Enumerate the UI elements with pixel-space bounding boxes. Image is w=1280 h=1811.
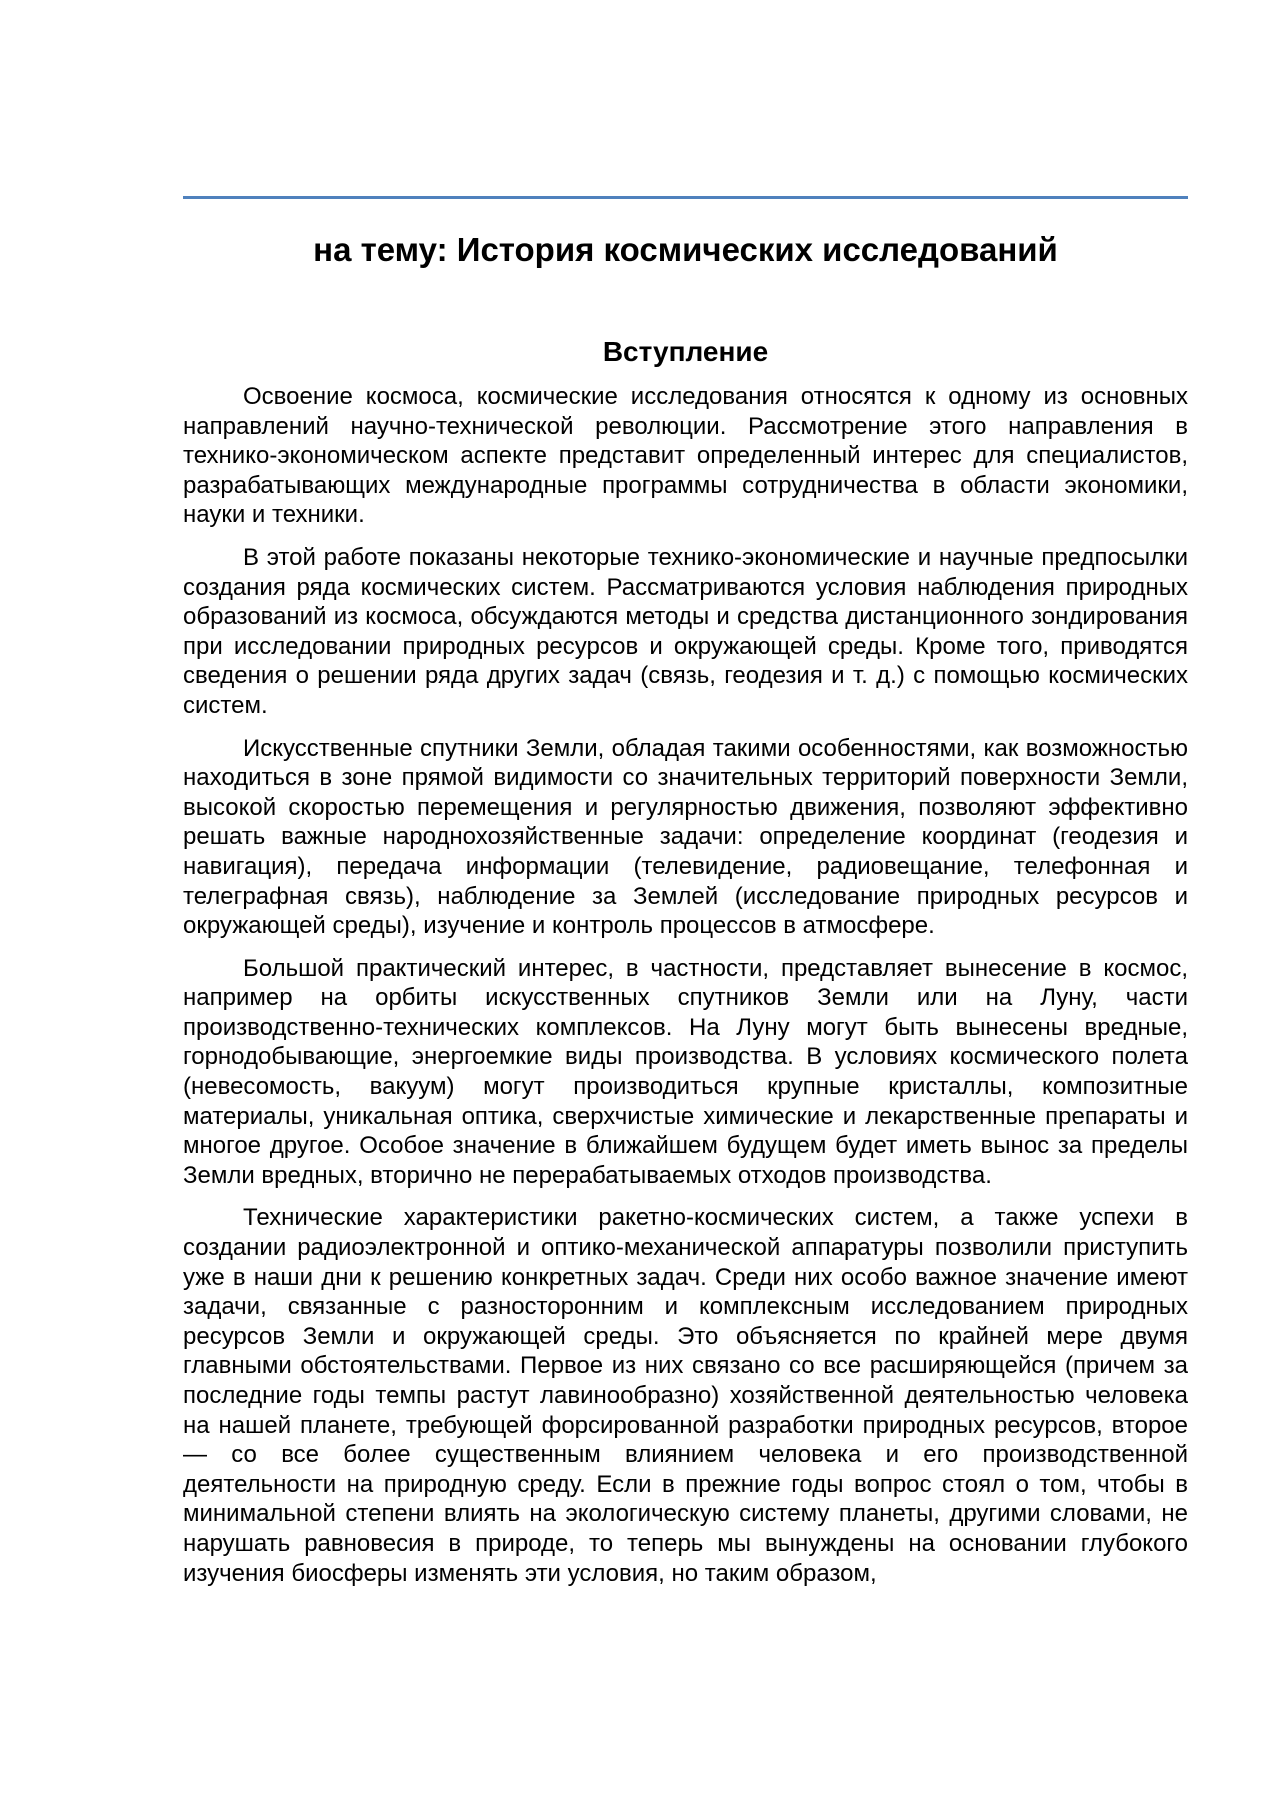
section-heading-introduction: Вступление xyxy=(602,336,769,367)
paragraph-3: Искусственные спутники Земли, обладая такими особенностями, как возможностью находиться в зоне прямой видимости со значительных территорий поверхности Земли, высокой скоростью перемещения и регулярностью движения, позволяют эффективно решать важные народнохозяйственные задачи: определение координат (геодезия и навигация), передача информации (телевидение, радиовещание, телефонная и телеграфная связь), наблюдение за Землей (исследование природных ресурсов и окружающей среды), изучение и контроль процессов в атмосфере. xyxy=(183,734,1188,940)
paragraph-4: Большой практический интерес, в частности, представляет вынесение в космос, например на орбиты искусственных спутников Земли или на Луну, части производственно-технических комплексов. На Луну могут быть вынесены вредные, горнодобывающие, энергоемкие виды производства. В условиях космического полета (невесомость, вакуум) могут производиться крупные кристаллы, композитные материалы, уникальная оптика, сверхчистые химические и лекарственные препараты и многое другое. Особое значение в ближайшем будущем будет иметь вынос за пределы Земли вредных, вторично не перерабатываемых отходов производства. xyxy=(183,954,1188,1189)
paragraph-2: В этой работе показаны некоторые технико-экономические и научные предпосылки создания ряда космических систем. Рассматриваются условия наблюдения природных образований из космоса, обсуждаются методы и средства дистанционного зондирования при исследовании природных ресурсов и окружающей среды. Кроме того, приводятся сведения о решении ряда других задач (связь, геодезия и т. д.) с помощью космических систем. xyxy=(183,543,1188,719)
document-title: на тему: История космических исследований xyxy=(313,231,1058,268)
document-body xyxy=(183,382,1188,1601)
paragraph-5: Технические характеристики ракетно-космических систем, а также успехи в создании радиоэлектронной и оптико-механической аппаратуры позволили приступить уже в наши дни к решению конкретных задач. Среди них особо важное значение имеют задачи, связанные с разносторонним и комплексным исследованием природных ресурсов Земли и окружающей среды. Это объясняется по крайней мере двумя главными обстоятельствами. Первое из них связано со все расширяющейся (причем за последние годы темпы растут лавинообразно) хозяйственной деятельностью человека на нашей планете, требующей форсированной разработки природных ресурсов, второе — со все более существенным влиянием человека и его производственной деятельности на природную среду. Если в прежние годы вопрос стоял о том, чтобы в минимальной степени влиять на экологическую систему планеты, другими словами, не нарушать равновесия в природе, то теперь мы вынуждены на основании глубокого изучения биосферы изменять эти условия, но таким образом, xyxy=(183,1204,1188,1587)
header-rule xyxy=(183,196,1188,199)
paragraph-1: Освоение космоса, космические исследования относятся к одному из основных направлений научно-технической революции. Рассмотрение этого направления в технико-экономическом аспекте представит определенный интерес для специалистов, разрабатывающих международные программы сотрудничества в области экономики, науки и техники. xyxy=(183,383,1188,529)
